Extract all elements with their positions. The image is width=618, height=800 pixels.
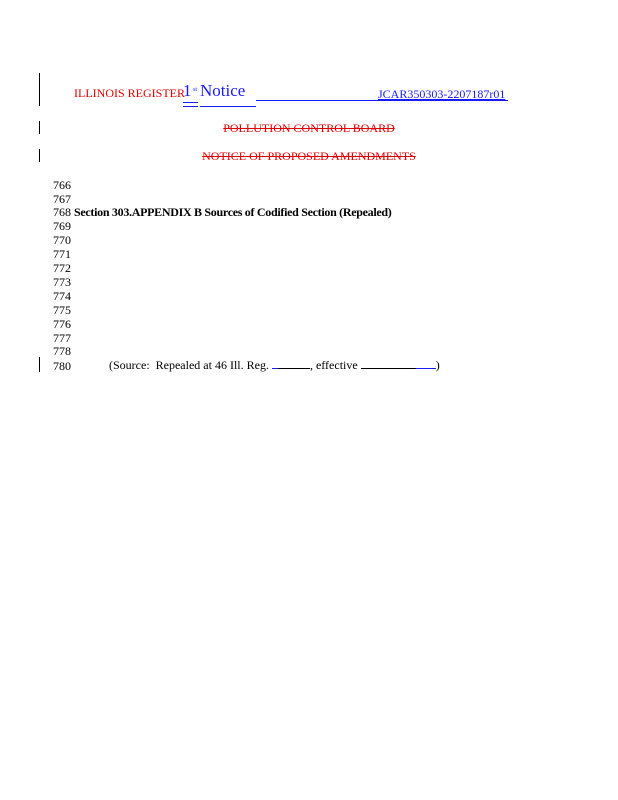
line-number: 772	[53, 261, 71, 275]
line-number: 771	[53, 247, 71, 261]
line-number: 777	[53, 331, 71, 345]
issue-number: 1	[183, 81, 192, 100]
line-number: 778	[53, 344, 71, 358]
notice-type: NOTICE OF PROPOSED AMENDMENTS	[202, 149, 416, 163]
line-number: 769	[53, 219, 71, 233]
line-number: 774	[53, 289, 71, 303]
header-rule-short-2	[183, 106, 198, 107]
agency-name: POLLUTION CONTROL BOARD	[223, 121, 395, 135]
line-number: 767	[53, 192, 71, 206]
line-number: 775	[53, 303, 71, 317]
blank-effective-date	[361, 358, 416, 369]
blank-volume	[278, 358, 310, 369]
line-number: 773	[53, 275, 71, 289]
change-bar-header	[39, 73, 40, 106]
source-note-middle: , effective	[309, 358, 361, 372]
line-number: 780	[53, 359, 71, 373]
line-number: 768	[53, 205, 71, 219]
document-code: JCAR350303-2207187r01	[378, 87, 506, 101]
header-rule-under-notice	[200, 106, 256, 107]
header-rule-short-1	[183, 102, 198, 103]
source-note-prefix: (Source: Repealed at 46 Ill. Reg.	[109, 358, 272, 372]
register-title: ILLINOIS REGISTER	[74, 86, 185, 100]
line-number: 770	[53, 233, 71, 247]
source-note-suffix: )	[435, 358, 440, 372]
blank-effective-inserted	[416, 358, 436, 369]
line-number: 766	[53, 178, 71, 192]
line-number: 776	[53, 317, 71, 331]
issue-superscript: st	[193, 87, 198, 93]
change-bar-source	[39, 357, 40, 372]
notice-label: Notice	[200, 81, 246, 100]
source-note	[109, 358, 440, 373]
section-heading: Section 303.APPENDIX B Sources of Codified Section (Repealed)	[74, 205, 392, 219]
